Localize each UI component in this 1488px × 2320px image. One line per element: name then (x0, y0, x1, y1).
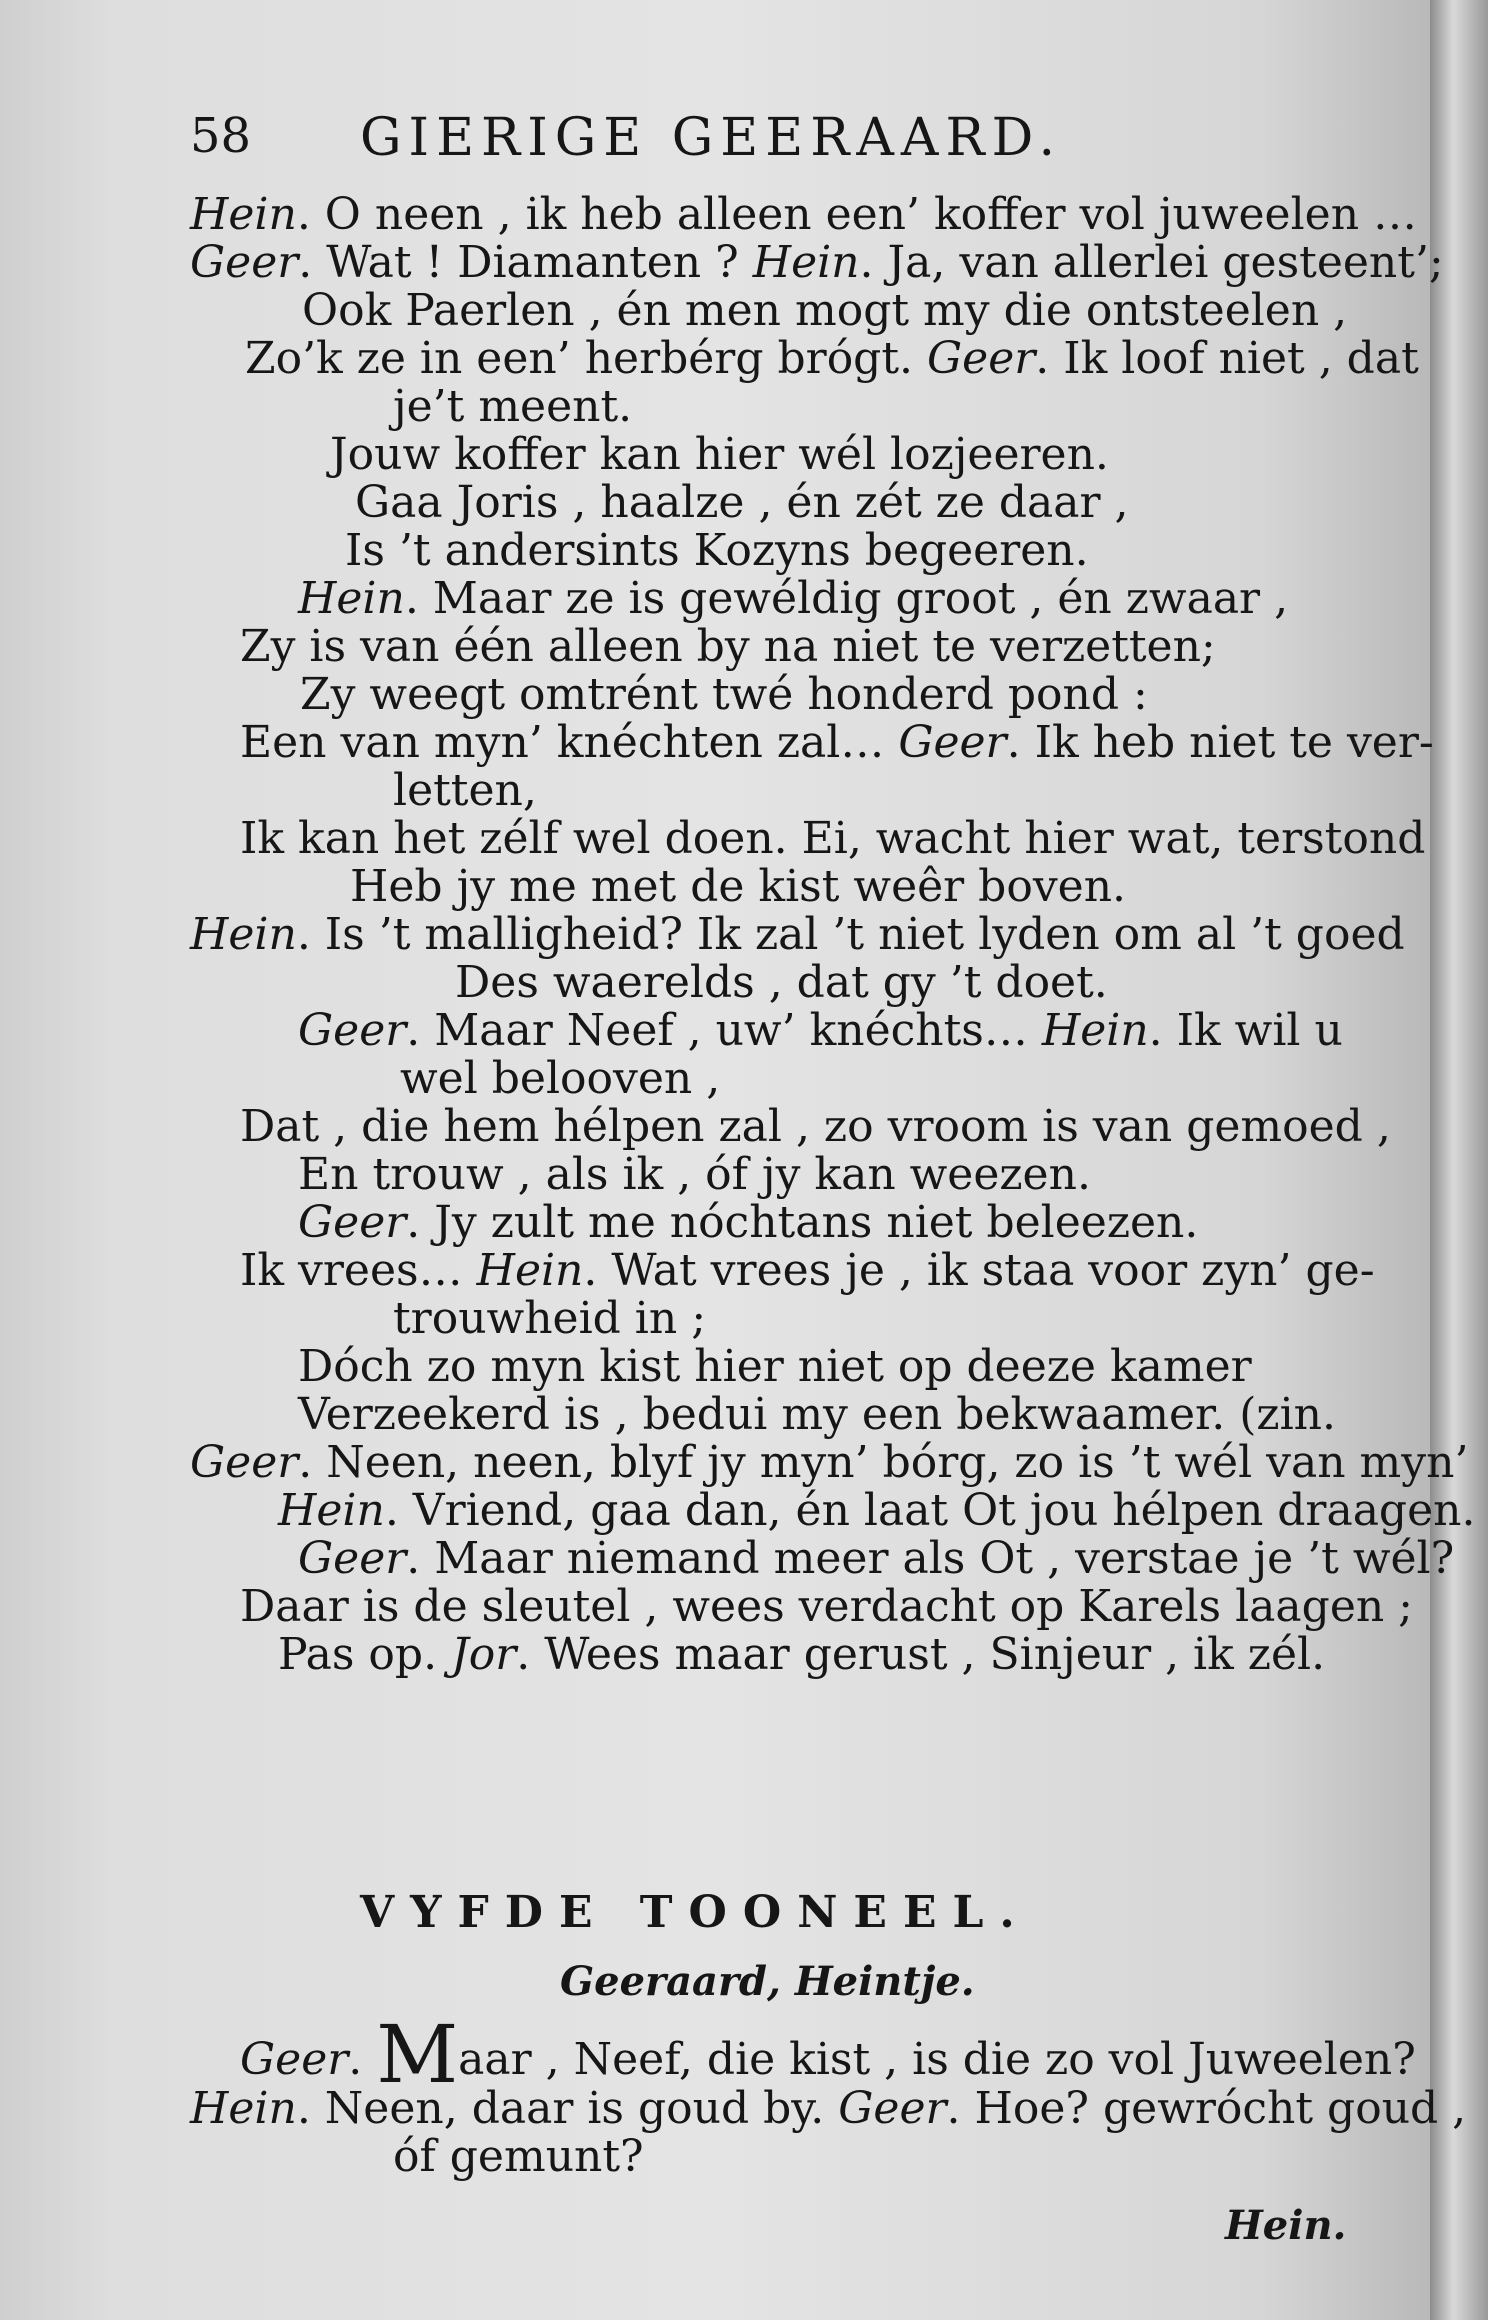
line-text: . Neen, neen, blyf jy myn’ bórg, zo is ’t wél van myn’ (298, 1437, 1469, 1488)
scene-persons: Geeraard, Heintje. (560, 1958, 975, 2005)
text-line (190, 1438, 1468, 1488)
text-line (330, 430, 1109, 480)
speaker-name: Hein (190, 909, 297, 960)
line-text: aar , Neef, die kist , is die zo vol Juweelen? (458, 2034, 1416, 2085)
line-text: je’t meent. (393, 381, 633, 432)
line-text: Dat , die hem hélpen zal , zo vroom is van gemoed , (240, 1101, 1391, 1152)
text-line (190, 2084, 1466, 2134)
line-text: trouwheid in ; (393, 1293, 707, 1344)
text-line (190, 238, 1444, 288)
line-text: Zo’k ze in een’ herbérg brógt. (245, 333, 927, 384)
text-line (298, 1198, 1198, 1248)
speaker-name: Hein (190, 189, 297, 240)
line-text: Daar is de sleutel , wees verdacht op Karels laagen ; (240, 1581, 1414, 1632)
text-line (240, 622, 1216, 672)
text-line (298, 1390, 1336, 1440)
page-number: 58 (190, 108, 252, 164)
line-text: wel belooven , (400, 1053, 721, 1104)
running-title: GIERIGE GEERAARD. (360, 108, 1062, 168)
text-line (302, 286, 1347, 336)
text-line (393, 766, 537, 816)
line-text: En trouw , als ik , óf jy kan weezen. (298, 1149, 1091, 1200)
line-text: . Wees maar gerust , Sinjeur , ik zél. (516, 1629, 1326, 1680)
line-text: . Vriend, gaa dan, én laat Ot jou hélpen draagen. (384, 1485, 1476, 1536)
line-text: . Ik loof niet , dat (1035, 333, 1419, 384)
text-line (298, 1006, 1343, 1056)
speaker-name: Geer (927, 333, 1036, 384)
text-line (278, 1486, 1475, 1536)
speaker-name: Jor (451, 1629, 517, 1680)
line-text: . Ja, van allerlei gesteent’; (859, 237, 1444, 288)
text-line (190, 190, 1417, 240)
line-text: . Jy zult me nóchtans niet beleezen. (406, 1197, 1199, 1248)
line-text: . Maar niemand meer als Ot , verstae je ’t wél? (406, 1533, 1455, 1584)
speaker-name: Geer (190, 237, 299, 288)
text-line (350, 862, 1126, 912)
speaker-name: Geer (898, 717, 1007, 768)
speaker-name: Geer (190, 1437, 299, 1488)
speaker-name: Geer (298, 1533, 407, 1584)
line-text: Dóch zo myn kist hier niet op deeze kamer (298, 1341, 1252, 1392)
speaker-name: Hein (1041, 1005, 1149, 1056)
text-line (240, 718, 1434, 768)
book-spine (1430, 0, 1488, 2320)
text-line (298, 1342, 1252, 1392)
text-line (298, 1534, 1454, 1584)
line-text: . Wat vrees je , ik staa voor zyn’ ge- (583, 1245, 1375, 1296)
line-text: . Is ’t malligheid? Ik zal ’t niet lyden om al ’t goed (296, 909, 1405, 960)
line-text: . Maar Neef , uw’ knéchts… (406, 1005, 1042, 1056)
line-text: . O neen , ik heb alleen een’ koffer vol juweelen … (296, 189, 1418, 240)
text-line (240, 1582, 1413, 1632)
text-line (240, 1246, 1375, 1296)
text-line (400, 1054, 720, 1104)
speaker-name: Geer (298, 1197, 407, 1248)
catchword: Hein. (1225, 2202, 1347, 2249)
line-text: Jouw koffer kan hier wél lozjeeren. (330, 429, 1109, 480)
speaker-name: Hein (476, 1245, 584, 1296)
speaker-name: Hein (752, 237, 860, 288)
line-text: . Ik wil u (1148, 1005, 1343, 1056)
line-text: Pas op. (278, 1629, 452, 1680)
line-text: Ook Paerlen , én men mogt my die ontsteelen , (302, 285, 1348, 336)
speaker-name: Hein (298, 573, 405, 624)
text-line (300, 670, 1148, 720)
speaker-name: Geer (838, 2083, 947, 2134)
text-line (190, 910, 1405, 960)
text-line (298, 1150, 1091, 1200)
line-text: óf gemunt? (393, 2131, 644, 2182)
speaker-name: Hein (278, 1485, 385, 1536)
line-text: Ik kan het zélf wel doen. Ei, wacht hier wat, terstond (240, 813, 1426, 864)
line-text: . Neen, daar is goud by. (296, 2083, 839, 2134)
text-line (393, 2132, 644, 2182)
text-line (245, 334, 1419, 384)
page-header (190, 108, 1270, 188)
text-line (278, 1630, 1325, 1680)
text-line (345, 526, 1089, 576)
line-text: Verzeekerd is , bedui my een bekwaamer. (zin. (298, 1389, 1336, 1440)
text-line (393, 1294, 706, 1344)
line-text: Een van myn’ knéchten zal… (240, 717, 899, 768)
line-text: . Ik heb niet te ver- (1006, 717, 1434, 768)
text-line (455, 958, 1108, 1008)
line-text: Des waerelds , dat gy ’t doet. (455, 957, 1108, 1008)
line-text: Gaa Joris , haalze , én zét ze daar , (355, 477, 1129, 528)
speaker-name: Hein (190, 2083, 297, 2134)
line-text: letten, (393, 765, 537, 816)
line-text: Ik vrees… (240, 1245, 477, 1296)
text-line (240, 814, 1425, 864)
text-line (393, 382, 632, 432)
line-text: . Wat ! Diamanten ? (298, 237, 753, 288)
line-text: . Maar ze is gewéldig groot , én zwaar , (404, 573, 1289, 624)
drop-capital: M (376, 2008, 459, 2101)
scene-heading: VYFDE TOONEEL. (360, 1887, 1031, 1938)
line-text: . Hoe? gewrócht goud , (946, 2083, 1467, 2134)
text-line (240, 2008, 1416, 2101)
line-text: . (348, 2034, 377, 2085)
line-text: Zy weegt omtrént twé honderd pond : (300, 669, 1148, 720)
line-text: Is ’t andersints Kozyns begeeren. (345, 525, 1089, 576)
text-line (240, 1102, 1391, 1152)
line-text: Heb jy me met de kist weêr boven. (350, 861, 1127, 912)
speaker-name: Geer (240, 2034, 349, 2085)
speaker-name: Geer (298, 1005, 407, 1056)
text-line (298, 574, 1288, 624)
line-text: Zy is van één alleen by na niet te verzetten; (240, 621, 1216, 672)
text-line (355, 478, 1129, 528)
